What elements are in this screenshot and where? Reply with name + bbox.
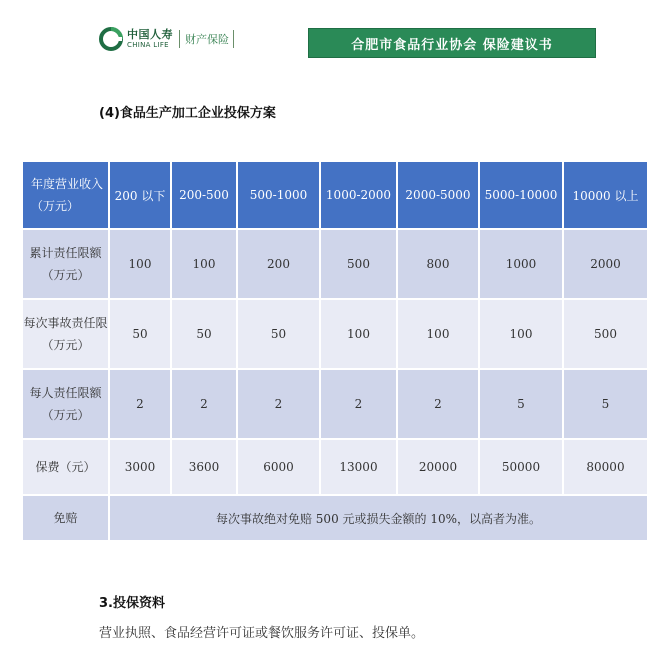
materials-text: 营业执照、食品经营许可证或餐饮服务许可证、投保单。 [99,626,425,641]
row-label: 累计责任限额（万元） [23,230,108,298]
table-header-cell: 5000-10000 [480,162,562,228]
table-cell: 50000 [480,440,562,494]
insurance-plan-table [21,160,649,542]
logo-divider-right [233,30,234,48]
table-cell: 100 [480,300,562,368]
table-header-cell: 年度营业收入（万元） [23,162,108,228]
table-cell: 800 [398,230,478,298]
table-header-cell: 2000-5000 [398,162,478,228]
table-cell: 2 [172,370,236,438]
table-row [23,300,647,368]
table-cell: 200 [238,230,319,298]
section-heading-materials: 3.投保资料 [99,596,165,611]
table-header-row [23,162,647,228]
logo-divider [179,30,180,48]
row-label: 每次事故责任限（万元） [23,300,108,368]
table-cell: 50 [172,300,236,368]
table-header-cell: 500-1000 [238,162,319,228]
table-cell: 500 [321,230,396,298]
table-cell: 2000 [564,230,647,298]
table-header-cell: 1000-2000 [321,162,396,228]
china-life-logo [99,26,234,52]
table-cell: 2 [398,370,478,438]
row-label: 保费（元） [23,440,108,494]
row-label: 免赔 [23,496,108,540]
logo-english-name: CHINA LIFE [127,41,169,49]
table-cell: 100 [321,300,396,368]
table-cell: 80000 [564,440,647,494]
table-cell: 3000 [110,440,170,494]
row-label: 每人责任限额（万元） [23,370,108,438]
table-header-cell: 200 以下 [110,162,170,228]
table-cell: 50 [238,300,319,368]
table-cell: 500 [564,300,647,368]
table-cell: 1000 [480,230,562,298]
logo-subtitle: 财产保险 [185,33,229,46]
table-cell: 3600 [172,440,236,494]
table-header-cell: 10000 以上 [564,162,647,228]
table-cell: 20000 [398,440,478,494]
table-row [23,440,647,494]
table-cell: 5 [564,370,647,438]
table-header-cell: 200-500 [172,162,236,228]
table-cell: 100 [110,230,170,298]
page-header [0,0,662,70]
table-cell: 13000 [321,440,396,494]
table-cell: 100 [398,300,478,368]
document-banner: 合肥市食品行业协会 保险建议书 [308,28,596,58]
section-title: (4)食品生产加工企业投保方案 [99,106,276,121]
table-cell: 2 [110,370,170,438]
logo-chinese-name: 中国人寿 [127,28,173,41]
table-row-deductible [23,496,647,540]
table-cell: 5 [480,370,562,438]
table-cell: 6000 [238,440,319,494]
table-row [23,370,647,438]
china-life-logo-icon [99,27,123,51]
table-row [23,230,647,298]
table-cell: 2 [238,370,319,438]
table-cell: 100 [172,230,236,298]
table-cell: 2 [321,370,396,438]
deductible-text: 每次事故绝对免赔 500 元或损失金额的 10%，以高者为准。 [110,496,647,540]
table-cell: 50 [110,300,170,368]
